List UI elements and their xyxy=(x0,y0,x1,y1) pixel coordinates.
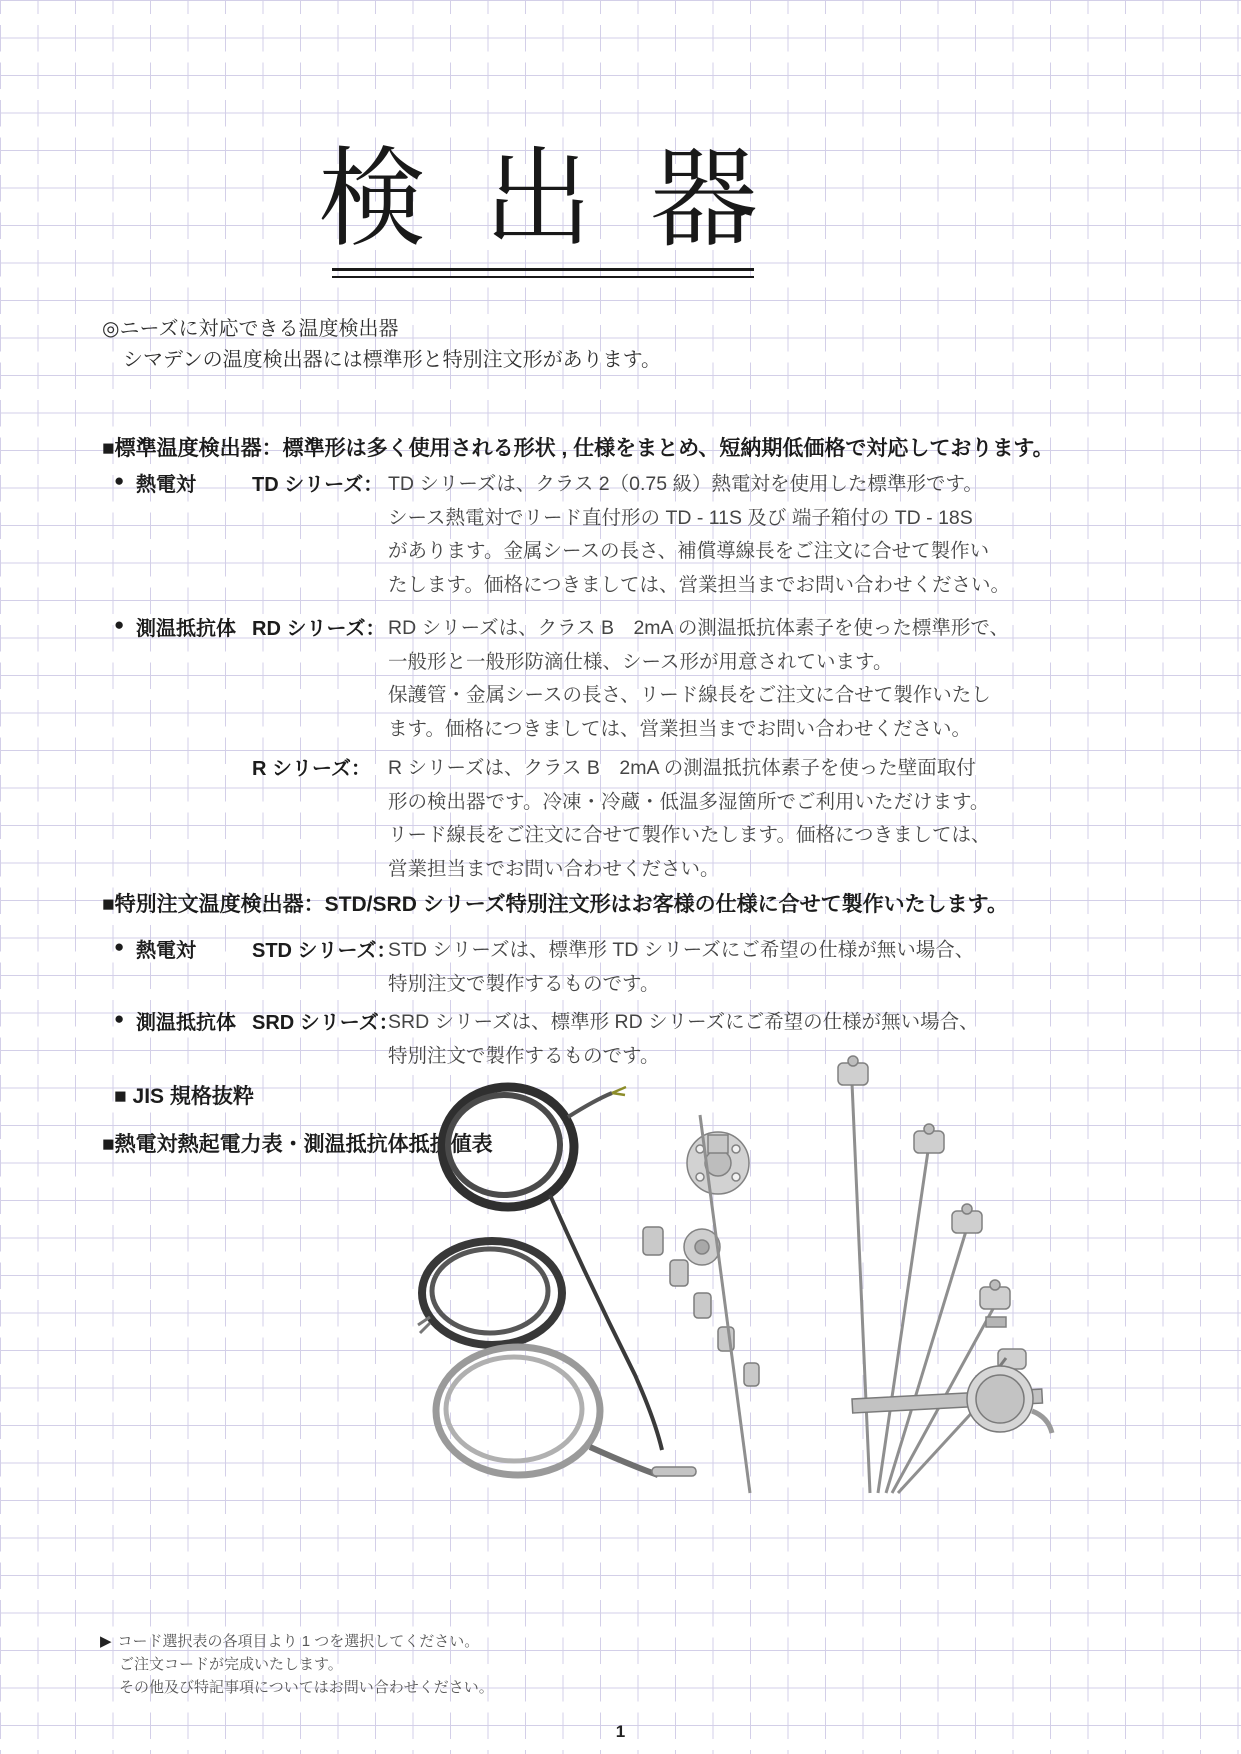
series-label: SRD シリーズ： xyxy=(252,1012,399,1034)
series-description xyxy=(388,468,1028,602)
title-underline-top xyxy=(332,268,754,271)
series-label: R シリーズ： xyxy=(252,758,371,780)
intro-line-2: シマデンの温度検出器には標準形と特別注文形があります。 xyxy=(123,349,661,371)
cable-coil-gray-bottom xyxy=(436,1347,696,1476)
description-line: STD シリーズは、標準形 TD シリーズにご希望の仕様が無い場合、 xyxy=(388,939,975,961)
bullet-icon: ● xyxy=(114,937,125,956)
triangle-icon: ▶ xyxy=(100,1633,112,1650)
title-underline-bottom xyxy=(332,276,754,278)
product-photo xyxy=(400,1055,1070,1495)
description-line: 営業担当までお問い合わせください。 xyxy=(388,857,720,880)
jis-heading: ■ JIS 規格抜粋 xyxy=(114,1085,254,1108)
description-line: 一般形と一般形防滴仕様、シース形が用意されています。 xyxy=(388,650,893,673)
bullet-icon: ● xyxy=(114,471,125,490)
bullet-icon: ● xyxy=(114,615,125,634)
description-line: R シリーズは、クラス B 2mA の測温抵抗体素子を使った壁面取付 xyxy=(388,757,976,779)
series-label: TD シリーズ： xyxy=(252,474,384,496)
description-line: シース熱電対でリード直付形の TD - 11S 及び 端子箱付の TD - 18S xyxy=(388,506,973,529)
description-line: 形の検出器です。冷凍・冷蔵・低温多湿箇所でご利用いただけます。 xyxy=(388,790,990,813)
series-label: RD シリーズ： xyxy=(252,618,386,640)
bullet-icon: ● xyxy=(114,1009,125,1028)
series-description xyxy=(388,752,1028,886)
bullet-spacer xyxy=(114,752,136,755)
description-line: SRD シリーズは、標準形 RD シリーズにご希望の仕様が無い場合、 xyxy=(388,1011,979,1033)
footer-note-text: コード選択表の各項目より 1 つを選択してください。 xyxy=(117,1633,480,1650)
special-section-heading: ■特別注文温度検出器：STD/SRD シリーズ特別注文形はお客様の仕様に合せて製作いたします。 xyxy=(102,893,1008,916)
series-description xyxy=(388,612,1028,746)
description-line: 特別注文で製作するものです。 xyxy=(388,1044,660,1067)
series-block-td xyxy=(114,468,1028,602)
probe-fan xyxy=(700,1083,1012,1493)
footer-notes xyxy=(100,1630,494,1699)
description-line: 保護管・金属シースの長さ、リード線長をご注文に合せて製作いたし xyxy=(388,684,991,706)
tables-heading: ■熱電対熱起電力表・測温抵抗体抵抗値表 xyxy=(102,1133,493,1156)
footer-note-line xyxy=(100,1630,494,1653)
series-label: STD シリーズ： xyxy=(252,940,397,962)
series-description xyxy=(388,934,1028,1001)
series-block-rd xyxy=(114,612,1028,746)
description-line: リード線長をご注文に合せて製作いたします。価格につきましては、 xyxy=(388,824,991,846)
intro-line-1: ◎ニーズに対応できる温度検出器 xyxy=(102,318,399,340)
footer-note-line: ご注文コードが完成いたします。 xyxy=(119,1656,343,1673)
description-line: ます。価格につきましては、営業担当までお問い合わせください。 xyxy=(388,717,972,740)
category-label: 測温抵抗体 xyxy=(136,1012,236,1034)
description-line: があります。金属シースの長さ、補償導線長をご注文に合せて製作い xyxy=(388,540,990,562)
page-number: 1 xyxy=(615,1722,626,1741)
description-line: たします。価格につきましては、営業担当までお問い合わせください。 xyxy=(388,573,1011,596)
category-label: 測温抵抗体 xyxy=(136,618,236,640)
category-label: 熱電対 xyxy=(136,940,196,962)
footer-note-line: その他及び特記事項についてはお問い合わせください。 xyxy=(119,1679,494,1696)
series-block-std xyxy=(114,934,1028,1001)
standard-section-heading: ■標準温度検出器：標準形は多く使用される形状 , 仕様をまとめ、短納期低価格で対応しております。 xyxy=(102,437,1054,460)
series-block-r xyxy=(114,752,1028,886)
description-line: 特別注文で製作するものです。 xyxy=(388,972,660,995)
description-line: RD シリーズは、クラス B 2mA の測温抵抗体素子を使った標準形で、 xyxy=(388,617,1009,639)
flange-fitting xyxy=(687,1132,749,1194)
terminal-heads xyxy=(838,1056,1026,1369)
cable-coil-dark-middle xyxy=(418,1241,562,1345)
sensor-assortment-illustration xyxy=(400,1055,1070,1495)
description-line: TD シリーズは、クラス 2（0.75 級）熱電対を使用した標準形です。 xyxy=(388,473,983,495)
category-label: 熱電対 xyxy=(136,474,196,496)
page-title: 検 出 器 xyxy=(318,138,773,259)
